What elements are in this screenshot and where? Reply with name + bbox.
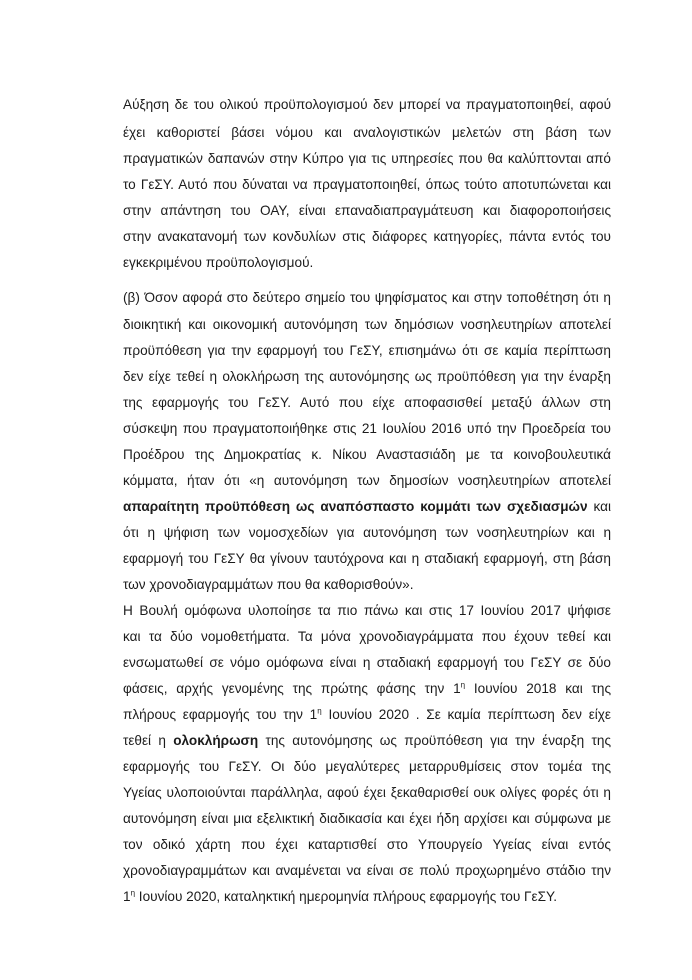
text-line: ότι η ψήφιση των νομοσχεδίων για αυτονόμηση των νοσηλευτηρίων και η	[123, 525, 611, 540]
text-line	[123, 733, 611, 749]
text-line: εγκεκριμένου προϋπολογισμού.	[123, 255, 314, 270]
text-line: των χρονοδιαγραμμάτων που θα καθορισθούν».	[123, 577, 414, 592]
text-line	[123, 681, 611, 697]
text-span: Ιουνίου 2018 και της	[465, 681, 611, 696]
text-span: 1	[123, 889, 131, 904]
text-line: Υγείας υλοποιούνται παράλληλα, αφού έχει ξεκαθαρισθεί ουκ ολίγες φορές ότι η	[123, 785, 611, 800]
text-line: το ΓεΣΥ. Αυτό που δύναται να πραγματοποιηθεί, όπως τούτο αποτυπώνεται και	[123, 177, 611, 192]
text-line: Αύξηση δε του ολικού προϋπολογισμού δεν μπορεί να πραγματοποιηθεί, αφού	[123, 97, 611, 112]
text-line: διοικητική και οικονομική αυτονόμηση των δημόσιων νοσηλευτηρίων αποτελεί	[123, 317, 611, 332]
text-span: πλήρους εφαρμογής του την 1	[123, 707, 318, 722]
text-line: τον οδικό χάρτη που έχει καταρτισθεί στο Υπουργείο Υγείας είναι εντός	[123, 837, 611, 852]
bold-phrase: ολοκλήρωση	[173, 733, 259, 748]
text-line: αυτονόμηση είναι μια εξελικτική διαδικασία και έχει ήδη αρχίσει και σύμφωνα με	[123, 811, 611, 826]
text-line: έχει καθοριστεί βάσει νόμου και αναλογιστικών μελετών στη βάση των	[123, 125, 611, 140]
text-line	[123, 889, 611, 905]
bold-phrase: απαραίτητη προϋπόθεση ως αναπόσπαστο κομμάτι των σχεδιασμών	[123, 499, 588, 514]
text-line	[123, 707, 611, 723]
text-line: κόμματα, ήταν ότι «η αυτονόμηση των δημοσίων νοσηλευτηρίων αποτελεί	[123, 473, 611, 488]
text-line: και τα δύο νομοθετήματα. Τα μόνα χρονοδιαγράμματα που έχουν τεθεί και	[123, 629, 611, 644]
text-line: (β) Όσον αφορά στο δεύτερο σημείο του ψηφίσματος και στην τοποθέτηση ότι η	[123, 290, 611, 305]
text-line: στην ανακατανομή των κονδυλίων στις διάφορες κατηγορίες, πάντα εντός του	[123, 229, 611, 244]
text-line: ενσωματωθεί σε νόμο ομόφωνα είναι η σταδιακή εφαρμογή του ΓεΣΥ σε δύο	[123, 655, 611, 670]
text-span: και	[587, 499, 611, 514]
text-span: τεθεί η	[123, 733, 174, 748]
superscript: η	[130, 888, 136, 898]
text-line: εφαρμογής του ΓεΣΥ. Οι δύο μεγαλύτερες μεταρρυθμίσεις στον τομέα της	[123, 759, 611, 774]
text-span: Ιουνίου 2020 . Σε καμία περίπτωση δεν είχε	[321, 707, 611, 722]
text-line: εφαρμογή του ΓεΣΥ θα γίνουν ταυτόχρονα και η σταδιακή εφαρμογή, στη βάση	[123, 551, 611, 566]
text-span: Ιουνίου 2020, καταληκτική ημερομηνία πλήρους εφαρμογής του ΓεΣΥ.	[135, 889, 558, 904]
text-line	[123, 499, 611, 515]
text-line: πραγματικών δαπανών στην Κύπρο για τις υπηρεσίες που θα καλύπτονται από	[123, 151, 611, 166]
text-line: Η Βουλή ομόφωνα υλοποίησε τα πιο πάνω και στις 17 Ιουνίου 2017 ψήφισε	[123, 603, 611, 618]
superscript: η	[460, 680, 466, 690]
text-line: χρονοδιαγραμμάτων και αναμένεται να είναι σε πολύ προχωρημένο στάδιο την	[123, 863, 611, 878]
text-line: σύσκεψη που πραγματοποιήθηκε στις 21 Ιουλίου 2016 υπό την Προεδρεία του	[123, 421, 611, 436]
text-span: φάσεις, αρχής γενομένης της πρώτης φάσης την 1	[123, 681, 461, 696]
text-line: Προέδρου της Δημοκρατίας κ. Νίκου Αναστασιάδη με τα κοινοβουλευτικά	[123, 447, 611, 462]
superscript: η	[317, 706, 322, 716]
text-line: στην απάντηση του ΟΑΥ, είναι επαναδιαπραγμάτευση και διαφοροποιήσεις	[123, 203, 611, 218]
text-span: της αυτονόμησης ως προϋπόθεση για την έναρξη της	[258, 733, 611, 748]
text-line: προϋπόθεση για την εφαρμογή του ΓεΣΥ, επισημάνω ότι σε καμία περίπτωση	[123, 343, 611, 358]
text-line: της εφαρμογής του ΓεΣΥ. Αυτό που είχε αποφασισθεί μεταξύ άλλων στη	[123, 395, 611, 410]
text-line: δεν είχε τεθεί η ολοκλήρωση της αυτονόμησης ως προϋπόθεση για την έναρξη	[123, 369, 611, 384]
